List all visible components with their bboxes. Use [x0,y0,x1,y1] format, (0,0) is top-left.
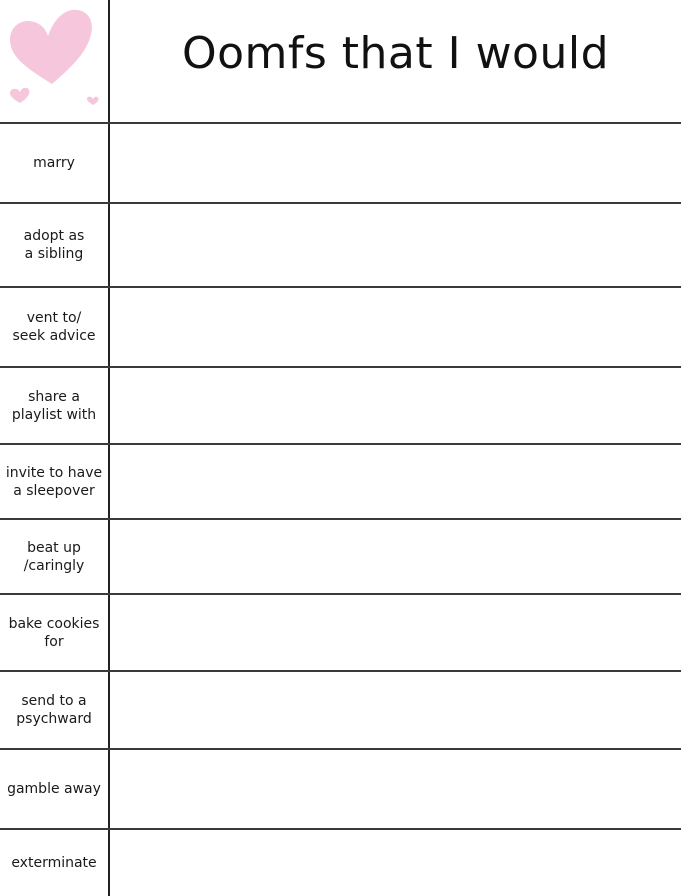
row-label-send-to-psychward: send to a psychward [16,693,92,727]
answer-cell [110,445,681,518]
row-label-gamble-away: gamble away [7,781,101,797]
row-label-vent-to: vent to/ seek advice [12,310,96,344]
heart-icon [0,0,108,123]
header-corner-cell [0,0,108,123]
row-label-beat-up: beat up /caringly [23,539,85,574]
answer-cell [110,124,681,202]
answer-cell [110,672,681,748]
row-label-adopt-as-sibling: adopt as a sibling [23,228,85,262]
row-label-invite-sleepover: invite to have a sleepover [5,464,103,499]
row-label-exterminate: exterminate [11,855,97,871]
row-label-share-playlist: share a playlist with [11,388,97,423]
row-label-bake-cookies: bake cookies for [8,615,100,650]
answer-cell [110,204,681,286]
page-title: Oomfs that I would [181,28,610,79]
answer-cell [110,830,681,896]
answer-cell [110,595,681,670]
answer-cell [110,750,681,828]
answer-cell [110,288,681,366]
answer-cell [110,520,681,593]
row-label-marry: marry [33,155,75,171]
answer-cell [110,368,681,443]
